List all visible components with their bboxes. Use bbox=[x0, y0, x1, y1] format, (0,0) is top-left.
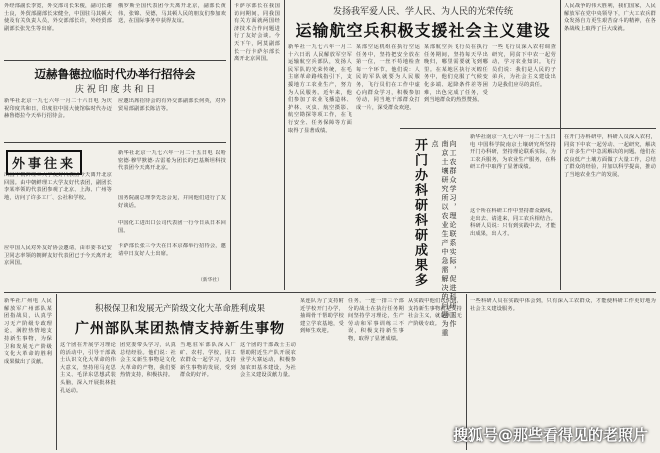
watermark: 搜狐号@那些看得见的老照片 bbox=[452, 426, 648, 444]
article-guangzhou-6: 某连队为了支持附近学校开门办学，抽调骨干帮助学校建立学农基地，受到师生欢迎。 bbox=[300, 298, 344, 335]
subheadline-air-force: 发扬我军爱人民、学人民、为人民的光荣传统 bbox=[332, 7, 513, 17]
article-air-force-3: 某部航空兵飞行员在执行任务期间，坚持每天早出晚归，哪里需要就飞到哪里。在某地区执行灭蝗任务中，他们克服了气候变化多端、起降条件差等困难，出色完成了任务，受到当地群众的热烈赞扬。 bbox=[424, 44, 488, 104]
article-foreign-4: 国务院副总理李先念会见，并同他们进行了友好谈话。 bbox=[118, 195, 226, 209]
article-guangzhou-3: 团党委带头学习，认真总结经验。他们说：社会主义新生事物是文化大革命的产物，我们要热情支持，积极扶持。 bbox=[120, 342, 176, 379]
article-right-top: 人民战争的伟大胜利，我们国家，人民解放军在党中央领导下，广大工农兵群众发扬自力更生艰苦奋斗的精神，在各条战线上取得了巨大成就。 bbox=[564, 3, 656, 32]
headline-open-research: 开门办科研科研成果多 bbox=[412, 138, 427, 288]
article-foreign-3: 新华社北京一九七六年一月二十五日电 以哈密德·穆罕默德·古雷希为团长的巴基斯坦科技代表团今天离开北京。 bbox=[118, 150, 226, 172]
headline-reception: 迈赫鲁德拉临时代办举行招待会 bbox=[34, 67, 196, 81]
article-center-top: 卡萨尔部长在我国访问期间，同我国有关方面就两国经济技术合作问题进行了友好会谈。今天下午，阿莫副部长一行卡萨尔部长离开北京回国。 bbox=[234, 3, 280, 63]
article-reception: 新华社北京一九七六年一月二十六日电 为庆祝印度共和日，印度驻中国大使馆临时代办迈赫鲁德拉今天举行招待会。 bbox=[4, 98, 112, 120]
article-foreign-2: 应中国人民对外友好协会邀请，由市委书记安卫同志率领的朝鲜友好代表团已于今天离开北京回国。 bbox=[4, 245, 112, 267]
article-air-force-2: 某部空运机组在执行空运任务中，坚持把安全放在第一位，一丝不苟地检查每一个环节。他们说：人民的军队就要为人民服务，飞行员们在工作中虚心向群众学习，积极参加劳动，同当地干部群众打成一片，深受群众欢迎。 bbox=[356, 44, 420, 111]
divider bbox=[4, 142, 226, 143]
article-soil-4: 一些科研人员在实践中体会到，只有深入工农群众，才能使科研工作更好地为社会主义建设服务。 bbox=[470, 298, 656, 312]
article-reception-continued: 应邀出席招待会的有外交部副部长何英，对外贸易部副部长陈洁等。 bbox=[118, 98, 226, 112]
column-divider bbox=[284, 0, 285, 290]
column-divider bbox=[560, 0, 561, 290]
divider bbox=[400, 128, 656, 129]
subheadline-soil-institute: 南京土壤研究所以农业生产中急需解决的问题为重点 bbox=[431, 140, 449, 338]
article-guangzhou-7: 任务，一连一排三个部分的战士在执行任务期间坚持学习理论，生产劳动和军事训练三不误，积极支持新生事物，取得了显著成绩。 bbox=[348, 298, 404, 342]
subheadline-reception: 庆 祝 印 度 共 和 日 bbox=[74, 85, 156, 95]
article-soil-2: 在开门办科研中，科研人员深入农村，同贫下中农一起劳动、一起研究，解决了许多生产中急需解决的问题。他们在改良低产土壤方面做了大量工作，总结了群众的经验，并加以科学提高，推动了当地农业生产的发展。 bbox=[564, 134, 656, 178]
article-guangzhou-1: 新华社广州电 人民解放军广州部队某团指战员，认真学习无产阶级专政理论，满腔热情地支持新生事物，为保卫和发展无产阶级文化大革命的胜利成果做出了贡献。 bbox=[4, 298, 52, 365]
divider bbox=[4, 292, 656, 293]
article-air-force-1: 新华社一九七六年一月二十六日讯 人民解放军空军运输航空兵部队，发扬人民军队的光荣传统，在毛主席革命路线指引下，支援地方工农业生产，努力为人民服务。近年来，他们参加了农业飞播造林、护林、灭虫、航空摄影、航空勘探等项工作，在飞行安全、任务保障等方面取得了显著成绩。 bbox=[288, 44, 352, 134]
section-label-foreign-affairs: 外事往来 bbox=[6, 150, 82, 175]
column-divider bbox=[56, 294, 57, 450]
article-guangzhou-2: 这个团在开展学习理论的活动中，引导干部战士认识文化大革命的伟大意义，坚持用马克思主义、毛泽东思想武装头脑，深入开展批林批孔运动。 bbox=[60, 342, 116, 394]
article-left-top-continued: 俄罗斯全国代表团今天离开北京，副部长黄伟，张锦、吴德，马其顿人民的朋友们参加欢送，在国际事务中获得友谊。 bbox=[118, 3, 226, 25]
subheadline-learn-from-workers: 向工农群众学习，理论联系实际，促进科研工作 bbox=[449, 140, 457, 329]
article-foreign-6: 卡萨部长张三今天在日本京都举行招待会，邀请中日友好人士出席。 bbox=[118, 243, 226, 257]
subheadline-guangzhou: 积极保卫和发展无产阶级文化大革命胜利成果 bbox=[94, 304, 265, 314]
divider bbox=[4, 60, 226, 61]
article-left-top: 外经部副长李宽，外交部司长朱俊，副司长谢士良，外贸部副部长宋健全，中国驻马其顿大使及有关负责人员，外交部部长许，外经贸部副部长张先生等出席。 bbox=[4, 3, 112, 32]
article-guangzhou-5: 这个团的干部战士主动帮助附近生产队开展农业学大寨运动，积极参加农田基本建设，为社会主义建设贡献力量。 bbox=[240, 342, 296, 379]
article-foreign-5: 中国化工进出口公司代表团一行今日从日本回国。 bbox=[118, 220, 226, 234]
article-guangzhou-4: 当地驻军部队深入厂矿、农村、学校，同工农群众一起学习，支持新生事物的发展，受到群众的好评。 bbox=[180, 342, 236, 379]
headline-air-force: 运输航空兵积极支援社会主义建设 bbox=[295, 21, 551, 40]
article-foreign-1: 出国中朝鲜理工大学友好代表团今天离开北京回国。由中朝鲜理工大学友好代表团，副团长李某率领的代表团参观了北京、上海、广州等地，访问了许多工厂、公社和学校。 bbox=[4, 172, 112, 201]
article-guangzhou-8: 从实践中他们认识到，支持新生事物就是支持社会主义，就是巩固无产阶级专政。 bbox=[408, 298, 462, 327]
article-air-force-4: 一些飞行员深入农村调查研究，同贫下中农一起劳动，学习农业知识。飞行员们说：我们是人民的子弟兵，为社会主义建设出力是我们应尽的责任。 bbox=[492, 44, 556, 88]
source-credit: （新华社） bbox=[198, 278, 222, 283]
article-soil-1: 新华社南京一九七六年一月二十五日电 中国科学院南京土壤研究所坚持开门办科研，坚持理论联系实际，为工农兵服务，为农业生产服务，在科研工作中取得了显著成绩。 bbox=[470, 134, 556, 171]
headline-guangzhou: 广州部队某团热情支持新生事物 bbox=[75, 321, 285, 337]
column-divider bbox=[230, 0, 231, 290]
article-soil-3: 这个所在科研工作中坚持群众路线，走出去、请进来，同工农兵相结合。科研人员说：只有到实践中去，才能出成果，出人才。 bbox=[470, 208, 556, 237]
